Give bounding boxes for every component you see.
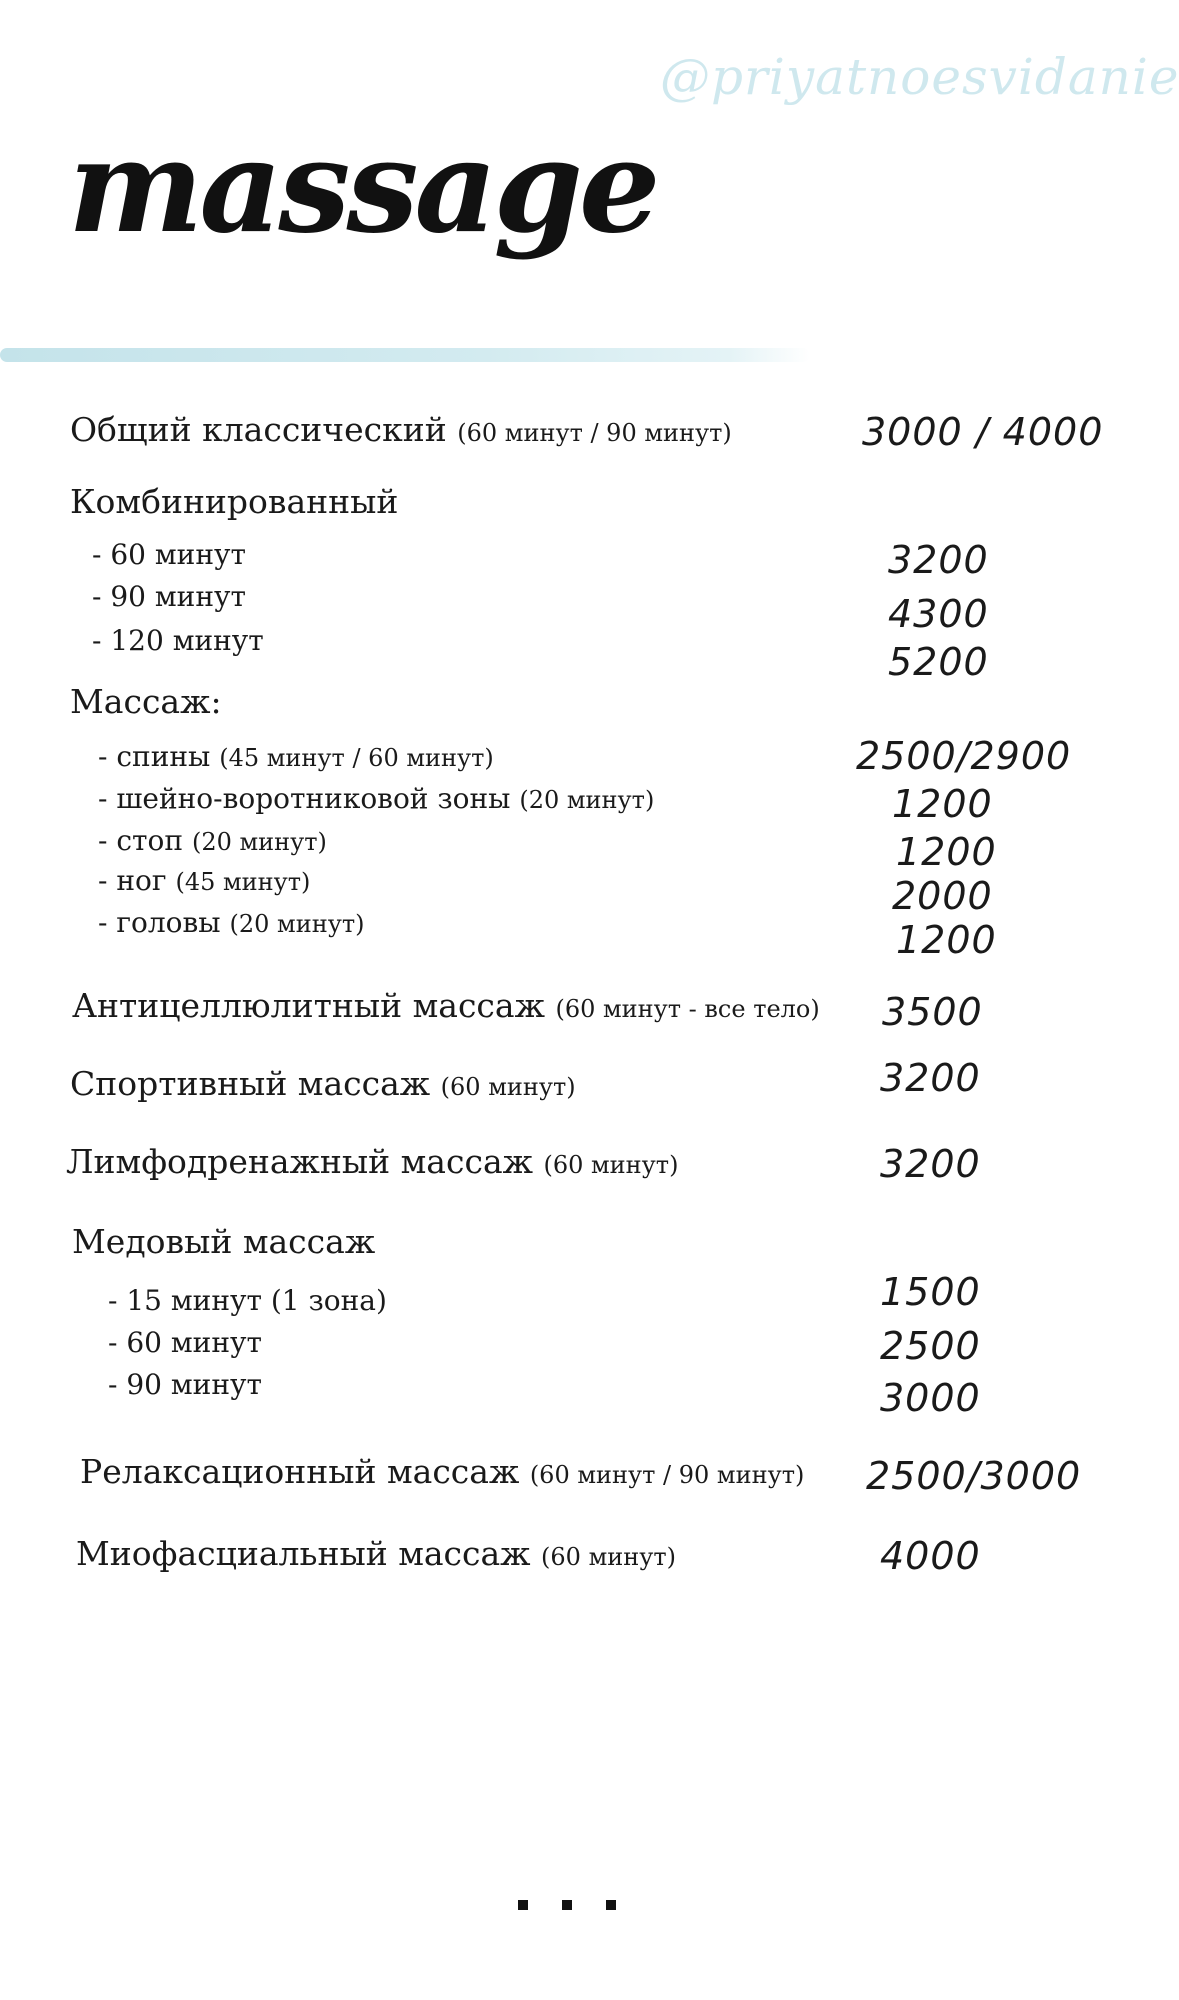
service-price: 1200 [896,918,997,962]
service-label: Миофасциальный массаж (60 минут) [76,1534,676,1573]
service-note: (45 минут) [175,868,311,896]
service-label: - 90 минут [92,580,246,613]
section-heading [0,482,1125,526]
service-note: (60 минут - все тело) [555,995,820,1023]
dot [518,1900,528,1910]
service-label: - 15 минут (1 зона) [108,1284,387,1317]
dot [562,1900,572,1910]
service-price: 2500 [880,1324,981,1368]
price-row [0,1326,1125,1370]
brush-divider [0,348,810,362]
price-row [0,986,1125,1034]
service-note: (20 минут) [229,910,365,938]
service-note: (20 минут) [519,786,655,814]
price-row [0,1368,1125,1420]
service-note: (60 минут / 90 минут) [529,1461,805,1489]
service-label: Лимфодренажный массаж (60 минут) [66,1142,679,1181]
service-label: Медовый массаж [72,1222,376,1261]
service-label: - спины (45 минут / 60 минут) [98,740,494,773]
dot [606,1900,616,1910]
service-note: (45 минут / 60 минут) [219,744,494,772]
service-label: - 60 минут [92,538,246,571]
price-row [0,538,1125,582]
service-label: Массаж: [70,682,222,721]
service-price: 3200 [880,1056,981,1100]
price-row [0,1534,1125,1578]
price-row [0,824,1125,874]
price-row [0,734,1125,784]
service-price: 3200 [880,1142,981,1186]
service-price: 1200 [892,782,993,826]
service-label: Общий классический (60 минут / 90 минут) [70,410,732,449]
service-label: Антицеллюлитный массаж (60 минут - все тело) [72,986,820,1025]
page-title: massage [68,112,657,262]
service-price: 1500 [880,1270,981,1314]
service-label: - стоп (20 минут) [98,824,327,857]
service-note: (60 минут) [543,1151,679,1179]
service-price: 2500/2900 [856,734,1072,778]
service-price: 2500/3000 [866,1454,1082,1498]
service-price: 3500 [882,990,983,1034]
service-price: 1200 [896,830,997,874]
service-price: 3000 [880,1376,981,1420]
more-indicator [518,1900,616,1910]
service-label: - 90 минут [108,1368,262,1401]
price-row [0,410,1125,454]
price-row [0,906,1125,962]
price-row [0,580,1125,636]
price-row [0,864,1125,918]
service-price: 4000 [880,1534,981,1578]
service-price: 2000 [892,874,993,918]
service-label: Комбинированный [70,482,399,521]
section-heading [0,682,1125,726]
price-row [0,1452,1125,1496]
price-row [0,782,1125,826]
service-label: - шейно-воротниковой зоны (20 минут) [98,782,655,815]
service-price: 3200 [888,538,989,582]
price-row [0,1056,1125,1108]
service-price: 4300 [888,592,989,636]
service-label: - ног (45 минут) [98,864,311,897]
section-heading [0,1222,1125,1266]
service-label: Релаксационный массаж (60 минут / 90 минут) [80,1452,805,1491]
service-price: 5200 [888,640,989,684]
price-row [0,1142,1125,1186]
service-note: (20 минут) [191,828,327,856]
service-note: (60 минут / 90 минут) [457,419,732,447]
price-row [0,1270,1125,1328]
service-price: 3000 / 4000 [862,410,1104,454]
service-label: Спортивный массаж (60 минут) [70,1064,576,1103]
service-label: - 60 минут [108,1326,262,1359]
service-note: (60 минут) [440,1073,576,1101]
watermark-handle: @priyatnoesvidanie [660,48,1179,106]
price-row [0,624,1125,684]
service-label: - 120 минут [92,624,264,657]
service-note: (60 минут) [541,1543,676,1571]
service-label: - головы (20 минут) [98,906,365,939]
